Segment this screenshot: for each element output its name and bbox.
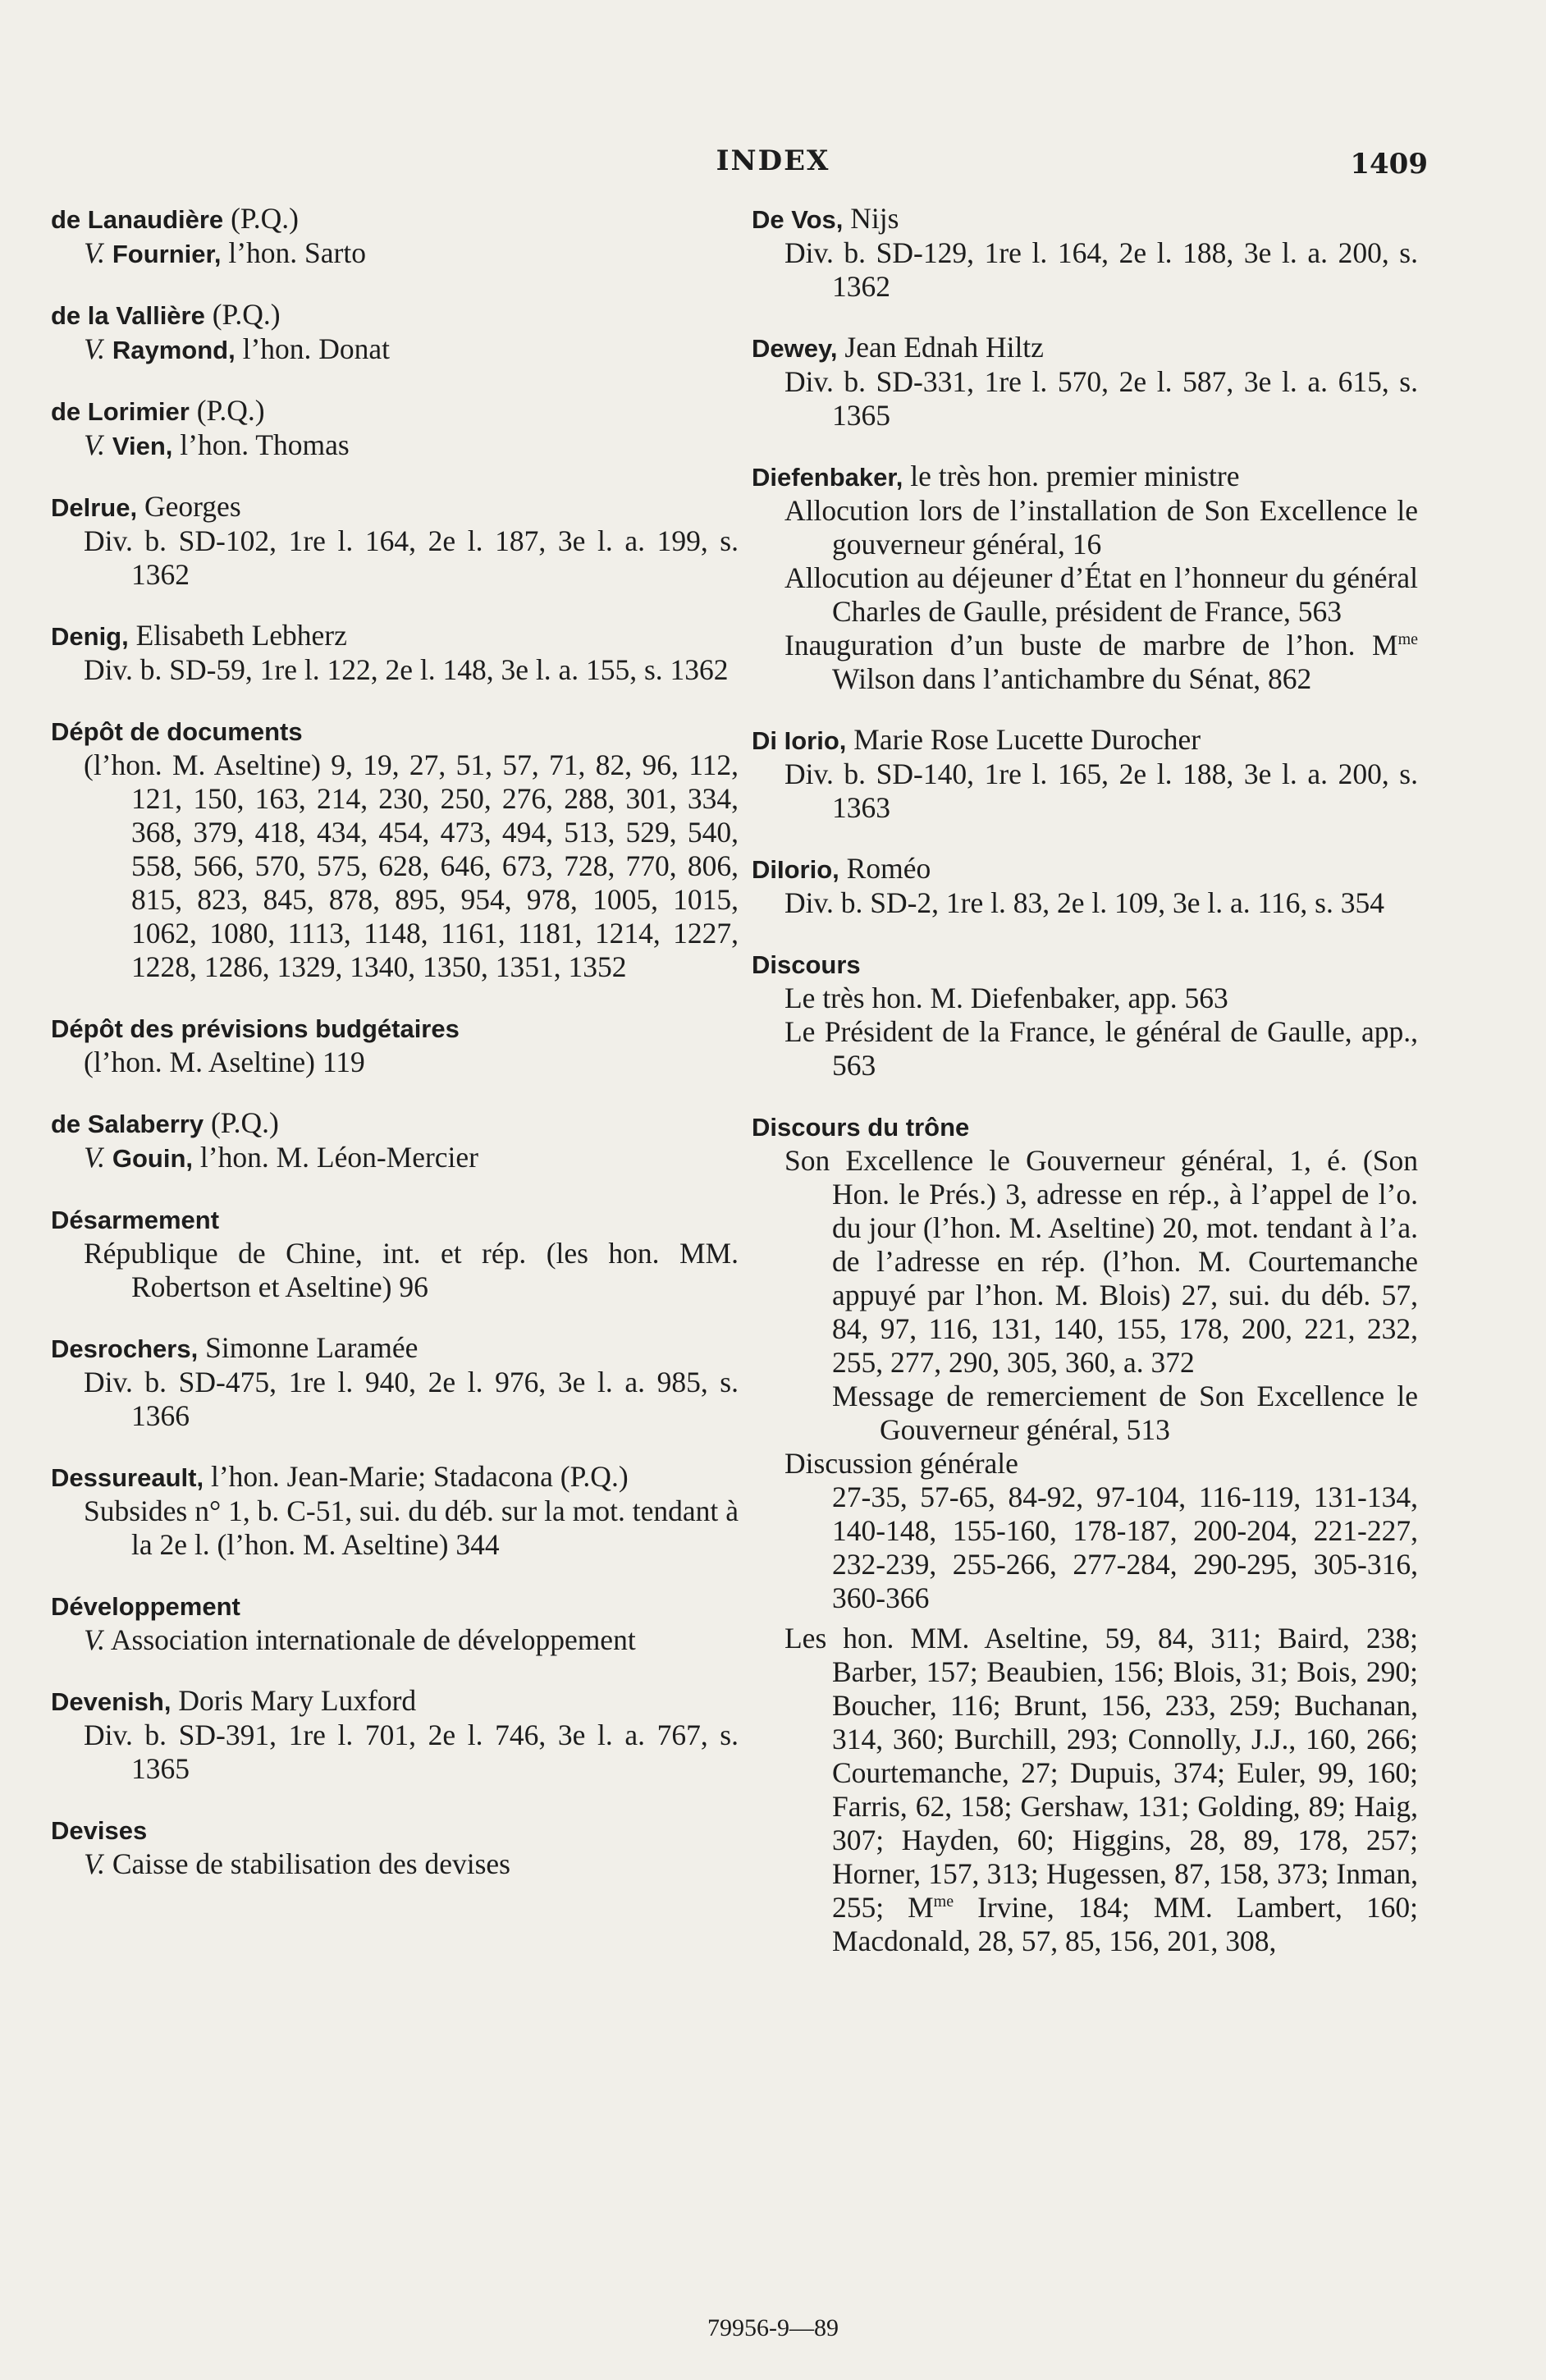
see-marker: V. [84, 1847, 105, 1880]
entry-heading: Devenish, [51, 1687, 172, 1716]
entry-subline: Son Excellence le Gouverneur général, 1, é. (Son Hon. le Prés.) 3, adresse en rép., à l’appel de l’o. du jour (l’hon. M. Aseltine) 20, mot. tendant à l’a. de l’adresse en rép. (l’hon. M. Courtemanche appuyé par l’hon. M. Blois) 27, sui. du déb. 57, 84, 97, 116, 131, 140, 155, 178, 200, 221, 232, 255, 277, 290, 305, 360, a. 372 [784, 1144, 1418, 1379]
entry-subline: Le très hon. M. Diefenbaker, app. 563 [784, 982, 1228, 1014]
index-entry [51, 1011, 739, 1079]
entry-heading: de Lorimier [51, 397, 190, 426]
entry-subline: (l’hon. M. Aseltine) 9, 19, 27, 51, 57, 71, 82, 96, 112, 121, 150, 163, 214, 230, 250, 276, 288, 301, 334, 368, 379, 418, 434, 454, 473, 494, 513, 529, 540, 558, 566, 570, 575, 628, 646, 673, 728, 770, 806, 815, 823, 845, 878, 895, 954, 978, 1005, 1015, 1062, 1080, 1113, 1148, 1161, 1181, 1214, 1227, 1228, 1286, 1329, 1340, 1350, 1351, 1352 [84, 748, 739, 983]
entry-subline: 27-35, 57-65, 84-92, 97-104, 116-119, 131-134, 140-148, 155-160, 178-187, 200-204, 221-227, 232-239, 255-266, 277-284, 290-295, 305-316, 360-366 [832, 1481, 1418, 1614]
entry-heading: de Lanaudière [51, 205, 224, 234]
entry-heading: Desrochers, [51, 1334, 199, 1363]
entry-subline: Discussion générale [784, 1447, 1018, 1480]
entry-heading: Dessureault, [51, 1463, 204, 1492]
entry-subline: Allocution au déjeuner d’État en l’honneur du général Charles de Gaulle, président de France, 563 [784, 561, 1418, 628]
subline-text: Inauguration d’un buste de marbre de l’hon. M [784, 629, 1398, 661]
entry-heading-rest: (P.Q.) [223, 202, 299, 235]
entry-heading: Dépôt de documents [51, 717, 303, 746]
index-entry [752, 723, 1418, 825]
entry-subline: Div. b. SD-331, 1re l. 570, 2e l. 587, 3e l. a. 615, s. 1365 [784, 365, 1418, 432]
index-entry [752, 947, 1418, 1082]
entry-heading: Dewey, [752, 334, 838, 363]
entry-heading: Delrue, [51, 493, 138, 522]
entry-subline: Div. b. SD-129, 1re l. 164, 2e l. 188, 3e l. a. 200, s. 1362 [784, 236, 1418, 303]
index-entry [51, 1202, 739, 1304]
entry-heading: Devises [51, 1816, 148, 1845]
index-entry [51, 394, 739, 463]
see-text: l’hon. Donat [235, 332, 391, 365]
entry-heading-rest: Elisabeth Lebherz [128, 619, 347, 652]
entry-heading-rest: le très hon. premier ministre [903, 460, 1240, 492]
entry-heading: Dépôt des prévisions budgétaires [51, 1014, 460, 1043]
entry-subline: Div. b. SD-475, 1re l. 940, 2e l. 976, 3e l. a. 985, s. 1366 [84, 1366, 739, 1432]
entry-subline: Div. b. SD-2, 1re l. 83, 2e l. 109, 3e l. a. 116, s. 354 [784, 886, 1384, 919]
see-marker: V. [84, 332, 105, 365]
index-entry [51, 1331, 739, 1433]
index-entry [752, 1110, 1418, 1958]
see-text: Caisse de stabilisation des devises [104, 1847, 510, 1880]
entry-heading: Discours du trône [752, 1113, 970, 1142]
index-entry [51, 298, 739, 367]
entry-heading-rest: (P.Q.) [189, 394, 265, 427]
index-entry [51, 490, 739, 592]
entry-subline: Div. b. SD-102, 1re l. 164, 2e l. 187, 3e l. a. 199, s. 1362 [84, 524, 739, 591]
index-entry [51, 1106, 739, 1175]
entry-heading: DiIorio, [752, 855, 839, 884]
subline-text: Wilson dans l’antichambre du Sénat, 862 [832, 662, 1312, 695]
entry-heading: Discours [752, 950, 861, 979]
index-entry [752, 852, 1418, 920]
entry-subline: Allocution lors de l’installation de Son Excellence le gouverneur général, 16 [784, 494, 1418, 561]
entry-subline: Div. b. SD-59, 1re l. 122, 2e l. 148, 3e l. a. 155, s. 1362 [84, 653, 729, 686]
index-entry [752, 460, 1418, 696]
entry-subline: Div. b. SD-391, 1re l. 701, 2e l. 746, 3e l. a. 767, s. 1365 [84, 1719, 739, 1785]
entry-subline [784, 629, 1418, 696]
index-entry [51, 1589, 739, 1657]
entry-heading: de Salaberry [51, 1110, 204, 1138]
entry-heading-rest: Simonne Laramée [198, 1331, 419, 1364]
entry-heading-rest: Jean Ednah Hiltz [837, 331, 1044, 364]
see-marker: V. [84, 236, 105, 269]
page-header [0, 144, 1546, 185]
left-column [51, 202, 739, 1908]
see-marker: V. [84, 1141, 105, 1174]
see-text: Association internationale de développement [104, 1623, 636, 1656]
running-title: INDEX [716, 144, 830, 177]
entry-heading-rest: Doris Mary Luxford [171, 1684, 417, 1717]
index-entry [51, 619, 739, 687]
entry-heading-rest: l’hon. Jean-Marie; Stadacona (P.Q.) [204, 1460, 629, 1493]
subline-text: Irvine, 184; MM. Lambert, 160; Macdonald, 28, 57, 85, 156, 201, 308, [832, 1891, 1418, 1957]
see-text: l’hon. Thomas [172, 428, 350, 461]
see-text: l’hon. Sarto [221, 236, 366, 269]
entry-heading-rest: Marie Rose Lucette Durocher [846, 723, 1201, 756]
subline-text: Les hon. MM. Aseltine, 59, 84, 311; Baird, 238; Barber, 157; Beaubien, 156; Blois, 31; Bois, 290; Boucher, 116; Brunt, 156, 233, 259; Buchanan, 314, 360; Burchill, 293; Connolly, J.J., 160, 266; Courtemanche, 27; Dupuis, 374; Euler, 99, 160; Farris, 62, 158; Gershaw, 131; Golding, 89; Haig, 307; Hayden, 60; Higgins, 28, 89, 178, 257; Horner, 157, 313; Hugessen, 87, 158, 373; Inman, 255; M [784, 1622, 1418, 1924]
entry-heading: Développement [51, 1592, 240, 1621]
see-marker: V. [84, 428, 105, 461]
see-target: Vien, [112, 432, 173, 460]
entry-subline: Le Président de la France, le général de Gaulle, app., 563 [784, 1015, 1418, 1082]
see-marker: V. [84, 1623, 105, 1656]
index-entry [51, 1460, 739, 1562]
index-entry [51, 714, 739, 984]
see-target: Gouin, [112, 1144, 194, 1173]
entry-subline: Message de remerciement de Son Excellence le Gouverneur général, 513 [832, 1380, 1418, 1446]
see-text: l’hon. M. Léon-Mercier [193, 1141, 478, 1174]
index-entry [51, 1813, 739, 1881]
entry-subline: Div. b. SD-140, 1re l. 165, 2e l. 188, 3e l. a. 200, s. 1363 [784, 757, 1418, 824]
superscript: me [933, 1893, 954, 1911]
entry-heading: de la Vallière [51, 301, 205, 330]
entry-subline: République de Chine, int. et rép. (les hon. MM. Robertson et Aseltine) 96 [84, 1237, 739, 1303]
entry-subline [784, 1622, 1418, 1958]
page-number: 1409 [1350, 148, 1428, 181]
superscript: me [1397, 630, 1418, 649]
see-target: Raymond, [112, 336, 236, 364]
index-entry [51, 202, 739, 271]
entry-heading-rest: Georges [137, 490, 241, 523]
right-column [752, 202, 1418, 1985]
entry-heading-rest: (P.Q.) [204, 1106, 279, 1139]
entry-heading: Diefenbaker, [752, 463, 903, 492]
index-entry [752, 202, 1418, 304]
entry-heading-rest: (P.Q.) [204, 298, 281, 331]
entry-heading: Denig, [51, 622, 129, 651]
index-entry [752, 331, 1418, 433]
page-footer-code: 79956-9—89 [707, 2314, 839, 2341]
entry-subline: (l’hon. M. Aseltine) 119 [84, 1046, 365, 1078]
entry-heading: Di Iorio, [752, 726, 847, 755]
entry-heading-rest: Nijs [843, 202, 899, 235]
index-entry [51, 1684, 739, 1786]
entry-heading: Désarmement [51, 1206, 220, 1234]
entry-subline: Subsides n° 1, b. C-51, sui. du déb. sur la mot. tendant à la 2e l. (l’hon. M. Aseltine) 344 [84, 1494, 739, 1561]
see-target: Fournier, [112, 240, 222, 268]
entry-heading: De Vos, [752, 205, 844, 234]
entry-heading-rest: Roméo [839, 852, 931, 885]
